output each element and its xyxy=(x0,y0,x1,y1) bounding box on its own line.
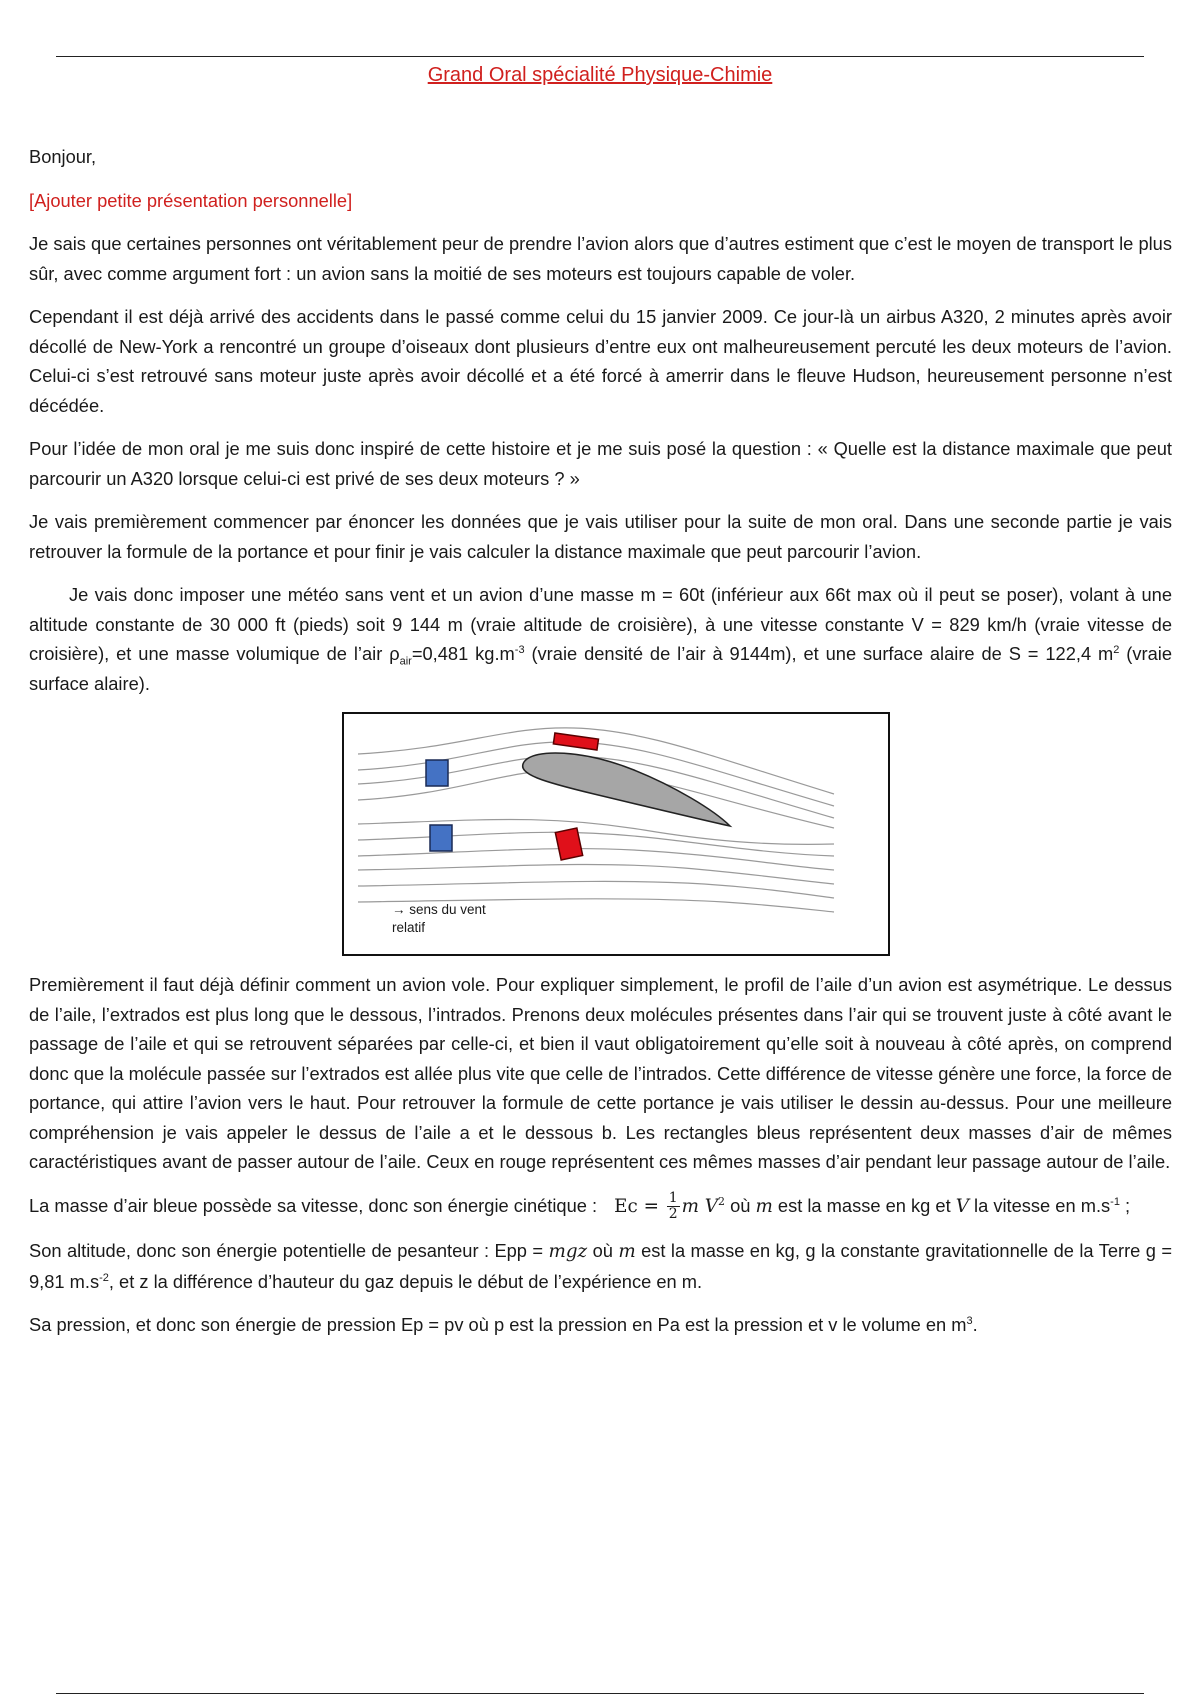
paragraph-potential-energy: Son altitude, donc son énergie potentielle de pesanteur : Epp = mgz où m est la masse en kg, g la constante gravitationnelle de la Terre g = 9,81 $m.s^{-2}$, et z la différence d’hauteur du gaz depuis le début de l’expérience en m. xyxy=(29,1240,1173,1292)
wing-airflow-diagram xyxy=(342,712,890,956)
streamline xyxy=(358,881,834,898)
fraction-one-half: $\frac{1}{2}$ xyxy=(668,1190,678,1222)
header-rule xyxy=(56,56,1144,57)
paragraph-lift-explanation: Premièrement il faut déjà définir comment un avion vole. Pour expliquer simplement, le profil de l’aile d’un avion est asymétrique. Le dessus de l’aile, l’extrados est plus long que le dessous, l’intrados. Prenons deux molécules présentes dans l’air qui se trouvent juste à côté avant le passage de l’aile et qui se retrouvent séparées par celle-ci, et bien il vaut obligatoirement qu’elle soit à nouveau à côté après, on comprend donc que la molécule passée sur l’extrados est allée plus vite que celle de l’intrados. Cette différence de vitesse génère une force, la force de portance, qui attire l’avion vers le haut. Pour retrouver la formule de cette portance je vais utiliser le dessin au-dessus. Pour une meilleure compréhension je vais appeler le dessus de l’aile a et le dessous b. Les rectangles bleus représentent deux masses d’air de mêmes caractéristiques avant de passer autour de l’aile. Ceux en rouge représentent ces mêmes masses d’air pendant leur passage autour de l’aile. xyxy=(29,974,1172,1172)
paragraph-question: Pour l’idée de mon oral je me suis donc inspiré de cette histoire et je me suis posé la question : « Quelle est la distance maximale que peut parcourir un A320 lorsque celui-ci est privé de ses deux moteurs ? » xyxy=(29,438,1172,489)
streamline xyxy=(358,849,834,870)
greeting: Bonjour, xyxy=(29,146,97,167)
paragraph-intro: Je sais que certaines personnes ont véritablement peur de prendre l’avion alors que d’autres estiment que c’est le moyen de transport le plus sûr, avec comme argument fort : un avion sans la moitié de ses moteurs est toujours capable de voler. xyxy=(29,233,1172,284)
blue-air-mass-lower xyxy=(430,825,452,851)
paragraph-plan: Je vais premièrement commencer par énoncer les données que je vais utiliser pour la suite de mon oral. Dans une seconde partie je vais retrouver la formule de la portance et pour finir je vais calculer la distance maximale que peut parcourir l’avion. xyxy=(29,511,1172,562)
kinetic-energy-formula: Ec = $\frac{1}{2}$ m $V^2$ xyxy=(614,1190,725,1222)
wind-label-relatif: relatif xyxy=(392,920,426,935)
paragraph-pressure-energy: Sa pression, et donc son énergie de pression Ep = pv où p est la pression en Pa est la pression et v le volume en $m^3$. xyxy=(29,1314,978,1335)
document-body xyxy=(29,142,1172,1354)
paragraph-kinetic-energy: La masse d’air bleue possède sa vitesse, donc son énergie cinétique : Ec = $\frac{1}{2}$ m $V^2$ où m est la masse en kg et V la vitesse en $m.s^{-1}$ ; xyxy=(29,1190,1131,1222)
presentation-placeholder: [Ajouter petite présentation personnelle] xyxy=(29,189,353,211)
page-title: Grand Oral spécialité Physique-Chimie xyxy=(427,64,773,86)
wind-direction-caption xyxy=(392,901,486,937)
paragraph-data: Je vais donc imposer une météo sans vent et un avion d’une masse m = 60t (inférieur aux 66t max où il peut se poser), volant à une altitude constante de 30 000 ft (pieds) soit 9 144 m (vraie altitude de croisière), à une vitesse constante V = 829 km/h (vraie vitesse de croisière), et une masse volumique de l’air $\rho_{air}=0,481$ $kg.m^{-3}$ (vraie densité de l’air à 9144m), et une surface alaire de S = 122,4 $m^2$ (vraie surface alaire). xyxy=(29,584,1172,694)
wind-arrow-label: → sens du vent xyxy=(392,902,486,917)
wing-profile xyxy=(523,753,730,826)
paragraph-accident: Cependant il est déjà arrivé des accidents dans le passé comme celui du 15 janvier 2009. Ce jour-là un airbus A320, 2 minutes après avoir décollé de New-York a rencontré un groupe d’oiseaux dont plusieurs d’entre eux ont malheureusement percuté les deux moteurs de l’avion. Celui-ci s’est retrouvé sans moteur juste après avoir décollé et a été forcé à amerrir dans le fleuve Hudson, heureusement personne n’est décédée. xyxy=(29,306,1172,416)
red-air-mass-upper xyxy=(553,733,598,750)
blue-air-mass-upper xyxy=(426,760,448,786)
red-air-mass-lower xyxy=(555,828,582,860)
footer-rule xyxy=(56,1693,1144,1694)
